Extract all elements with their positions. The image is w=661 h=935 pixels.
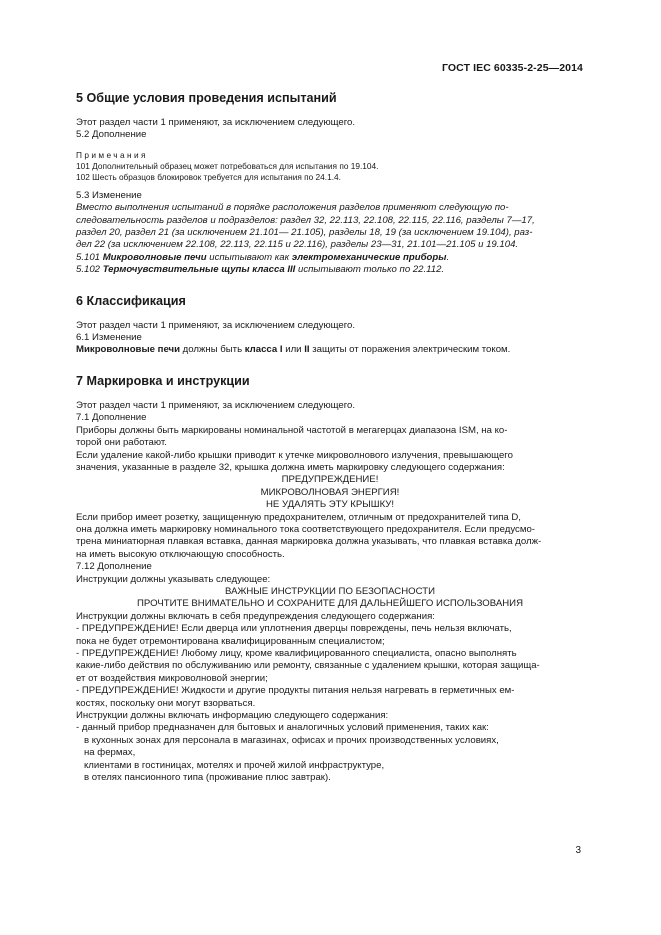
instructions-intro: Инструкции должны указывать следующее: bbox=[76, 573, 271, 585]
page-number: 3 bbox=[575, 845, 581, 856]
info-item-3: на фермах, bbox=[84, 747, 136, 759]
classification-term: Микроволновые печи bbox=[76, 344, 181, 356]
warning-label-1: ПРЕДУПРЕЖДЕНИЕ! bbox=[281, 474, 379, 486]
section-7-title: 7 Маркировка и инструкции bbox=[76, 373, 250, 388]
section-7-intro: Этот раздел части 1 применяют, за исключением следующего. bbox=[76, 399, 356, 411]
info-item-1: - данный прибор предназначен для бытовых и аналогичных условий применения, таких как: bbox=[76, 722, 489, 734]
classification-text bbox=[76, 344, 584, 356]
section-7 bbox=[76, 373, 584, 785]
section-6-title: 6 Классификация bbox=[76, 293, 186, 308]
info-item-4: клиентами в гостиницах, мотелях и прочей жилой инфраструктуре, bbox=[84, 759, 385, 771]
test-order-line-4: дел 22 (за исключением 22.108, 22.113, 22.115 и 22.116), разделы 23—31, 21.101—21.105 и 19.104. bbox=[76, 239, 519, 251]
clause-5-102-num: 5.102 bbox=[76, 264, 103, 276]
clause-5-101-text: испытывают как bbox=[206, 251, 292, 263]
section-6-1-heading: 6.1 Изменение bbox=[76, 332, 142, 344]
note-102: 102 Шесть образцов блокировок требуется для испытания по 24.1.4. bbox=[76, 171, 341, 182]
fuse-line-2: она должна иметь маркировку номинального тока соответствующего предохранителя. Если предусмо- bbox=[76, 523, 535, 535]
clause-5-102-term: Термочувствительные щупы класса III bbox=[102, 264, 296, 276]
info-intro: Инструкции должны включать информацию следующего содержания: bbox=[76, 710, 389, 722]
section-5-2-heading: 5.2 Дополнение bbox=[76, 129, 147, 141]
warning-door-line-2: пока не будет отремонтирована квалифицированным специалистом; bbox=[76, 635, 385, 647]
section-5-intro: Этот раздел части 1 применяют, за исключением следующего. bbox=[76, 117, 356, 128]
warnings-intro: Инструкции должны включать в себя предупреждения следующего содержания: bbox=[76, 610, 435, 622]
page-content bbox=[76, 90, 584, 784]
info-item-5: в отелях пансионного типа (проживание плюс завтрак). bbox=[84, 772, 331, 784]
safety-heading-2: ПРОЧТИТЕ ВНИМАТЕЛЬНО И СОХРАНИТЕ ДЛЯ ДАЛЬНЕЙШЕГО ИСПОЛЬЗОВАНИЯ bbox=[136, 598, 523, 610]
section-6-intro: Этот раздел части 1 применяют, за исключением следующего. bbox=[76, 319, 356, 331]
standard-header: ГОСТ IEC 60335-2-25—2014 bbox=[441, 62, 583, 74]
warning-label-3: НЕ УДАЛЯТЬ ЭТУ КРЫШКУ! bbox=[265, 499, 395, 511]
clause-5-101-term2: электромеханические приборы bbox=[291, 251, 447, 263]
warning-service-line-2: какие-либо действия по обслуживанию или ремонту, связанные с удалением крышки, которая защища- bbox=[76, 660, 540, 672]
cover-marking-line-2: значения, указанные в разделе 32, крышка должна иметь маркировку следующего содержания: bbox=[76, 461, 505, 473]
fuse-line-1: Если прибор имеет розетку, защищенную предохранителем, отличным от предохранителей типа D, bbox=[76, 511, 521, 523]
clause-5-101-end: . bbox=[446, 251, 450, 263]
note-101: 101 Дополнительный образец может потребоваться для испытания по 19.104. bbox=[76, 160, 379, 171]
test-order-line-1: Вместо выполнения испытаний в порядке расположения разделов применяют следующую по- bbox=[76, 202, 509, 214]
warning-liquids-line-2: костях, поскольку они могут взорваться. bbox=[76, 697, 256, 709]
warning-service-line-1: - ПРЕДУПРЕЖДЕНИЕ! Любому лицу, кроме квалифицированного специалиста, опасно выполнять bbox=[76, 648, 517, 659]
fuse-line-3: трена миниатюрная плавкая вставка, данная маркировка должна указывать, что плавкая вставка долж- bbox=[76, 536, 542, 548]
section-5-3-heading: 5.3 Изменение bbox=[76, 189, 142, 201]
clause-5-101 bbox=[76, 252, 584, 264]
section-5 bbox=[76, 90, 584, 277]
class-i: класса I bbox=[244, 344, 283, 356]
class-ii: II bbox=[304, 344, 310, 356]
section-5-title: 5 Общие условия проведения испытаний bbox=[76, 91, 337, 105]
section-7-1-heading: 7.1 Дополнение bbox=[76, 412, 147, 424]
warning-liquids-line-1: - ПРЕДУПРЕЖДЕНИЕ! Жидкости и другие продукты питания нельзя нагревать в герметичных ем- bbox=[76, 685, 515, 697]
clause-5-102 bbox=[76, 264, 584, 276]
safety-heading-1: ВАЖНЫЕ ИНСТРУКЦИИ ПО БЕЗОПАСНОСТИ bbox=[225, 585, 435, 597]
marking-frequency-line-2: торой они работают. bbox=[76, 437, 167, 449]
classification-end: защиты от поражения электрическим током. bbox=[309, 344, 511, 356]
fuse-line-4: на иметь высокую отключающую способность. bbox=[76, 548, 285, 560]
test-order-line-3: раздел 20, раздел 21 (за исключением 21.101— 21.105), разделы 18, 19 (за исключением 19.104), раз- bbox=[76, 227, 533, 239]
clause-5-102-text: испытывают только по 22.112. bbox=[295, 264, 445, 276]
notes-title: Примечания bbox=[76, 149, 148, 160]
classification-mid: должны быть bbox=[180, 344, 245, 356]
marking-frequency-line-1: Приборы должны быть маркированы номинальной частотой в мегагерцах диапазона ISM, на ко- bbox=[76, 424, 508, 436]
warning-label-2: МИКРОВОЛНОВАЯ ЭНЕРГИЯ! bbox=[260, 486, 400, 498]
warning-door-line-1: - ПРЕДУПРЕЖДЕНИЕ! Если дверца или уплотнения дверцы повреждены, печь нельзя включать, bbox=[76, 623, 512, 635]
warning-service-line-3: ет от воздействия микроволновой энергии; bbox=[76, 672, 268, 684]
section-6 bbox=[76, 293, 584, 357]
info-item-2: в кухонных зонах для персонала в магазинах, офисах и прочих производственных условиях, bbox=[84, 734, 499, 746]
clause-5-101-term1: Микроволновые печи bbox=[102, 251, 207, 263]
section-7-12-heading: 7.12 Дополнение bbox=[76, 561, 152, 573]
classification-or: или bbox=[282, 344, 305, 356]
cover-marking-line-1: Если удаление какой-либо крышки приводит к утечке микроволнового излучения, превышающего bbox=[76, 449, 513, 461]
clause-5-101-num: 5.101 bbox=[76, 251, 103, 263]
test-order-line-2: следовательность разделов и подразделов: раздел 32, 22.113, 22.108, 22.115, 22.116, разделы 7—17, bbox=[76, 214, 535, 226]
